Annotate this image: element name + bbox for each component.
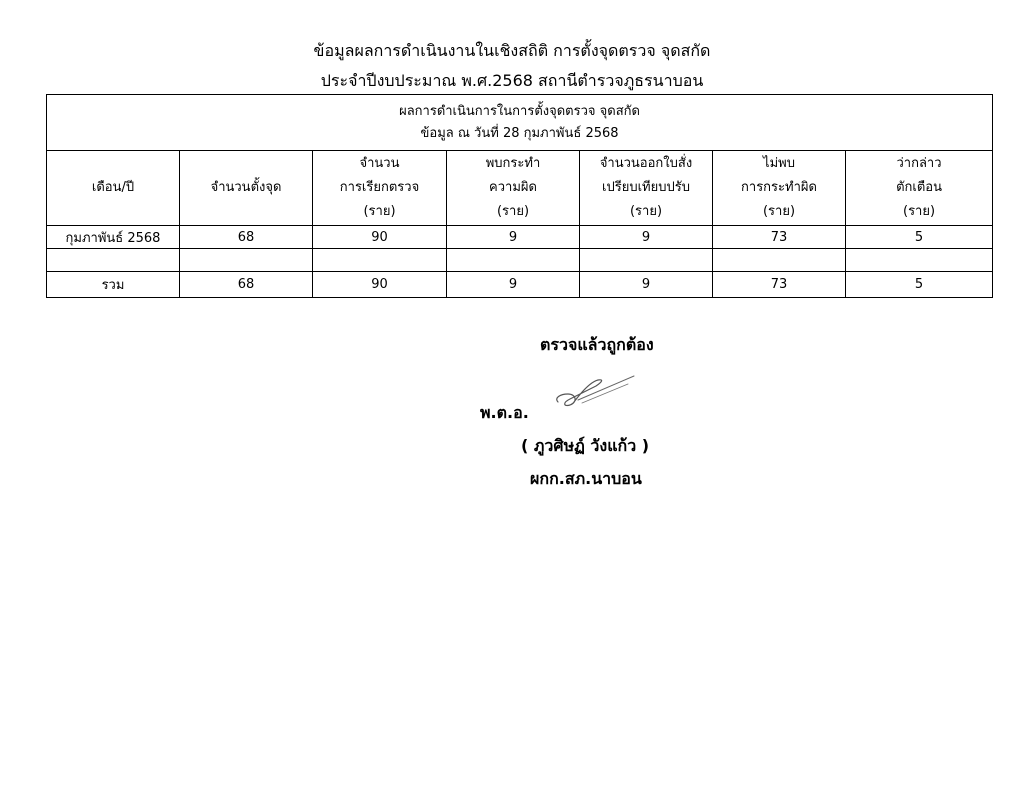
header-text: ไม่พบ <box>763 156 795 171</box>
header-month-year <box>47 151 180 226</box>
document-title: ข้อมูลผลการดำเนินงานในเชิงสถิติ การตั้งจุดตรวจ จุดสกัด <box>313 41 711 60</box>
total-warnings: 5 <box>846 272 993 298</box>
header-no-offense <box>713 151 846 226</box>
empty-cell <box>846 249 993 272</box>
empty-cell <box>47 249 180 272</box>
header-text: (ราย) <box>629 204 663 219</box>
header-warnings <box>846 151 993 226</box>
handwritten-signature <box>552 372 638 412</box>
table-total-row <box>47 272 993 298</box>
header-text: การกระทำผิด <box>741 180 817 195</box>
empty-cell <box>713 249 846 272</box>
caption-line-2: ข้อมูล ณ วันที่ 28 กุมภาพันธ์ 2568 <box>420 125 619 141</box>
table-row <box>47 226 993 249</box>
total-tickets-issued: 9 <box>580 272 713 298</box>
total-checkpoints: 68 <box>180 272 313 298</box>
cell-inspections: 90 <box>313 226 447 249</box>
header-text: (ราย) <box>903 204 936 219</box>
total-inspections: 90 <box>313 272 447 298</box>
cell-no-offense: 73 <box>713 226 846 249</box>
header-text: พบกระทำ <box>485 156 541 171</box>
header-text: จำนวน <box>359 156 400 171</box>
officer-rank: พ.ต.อ. <box>480 403 529 422</box>
cell-offenses-found: 9 <box>447 226 580 249</box>
header-checkpoints <box>180 151 313 226</box>
officer-position: ผกก.สภ.นาบอน <box>530 469 642 488</box>
header-offenses-found <box>447 151 580 226</box>
table-row-empty <box>47 249 993 272</box>
cell-checkpoints: 68 <box>180 226 313 249</box>
verification-label: ตรวจแล้วถูกต้อง <box>540 335 654 354</box>
statistics-table <box>46 94 993 298</box>
header-text: (ราย) <box>496 204 530 219</box>
cell-tickets-issued: 9 <box>580 226 713 249</box>
empty-cell <box>447 249 580 272</box>
table-caption-row <box>47 95 993 151</box>
header-text: จำนวนออกใบสั่ง <box>599 156 693 171</box>
table-header-row <box>47 151 993 226</box>
empty-cell <box>180 249 313 272</box>
header-text: การเรียกตรวจ <box>339 180 420 195</box>
document-subtitle: ประจำปีงบประมาณ พ.ศ.2568 สถานีตำรวจภูธรนาบอน <box>320 71 704 90</box>
header-text: ว่ากล่าว <box>896 156 942 171</box>
header-text: ตักเตือน <box>896 180 942 195</box>
officer-name: ( ภูวศิษฏ์ วังแก้ว ) <box>521 436 650 455</box>
header-text: จำนวนตั้งจุด <box>210 180 282 195</box>
total-label: รวม <box>47 272 180 298</box>
total-offenses-found: 9 <box>447 272 580 298</box>
header-text: ความผิด <box>489 180 537 195</box>
empty-cell <box>580 249 713 272</box>
header-text: (ราย) <box>762 204 796 219</box>
header-text: เดือน/ปี <box>91 180 135 195</box>
cell-month-year: กุมภาพันธ์ 2568 <box>47 226 180 249</box>
header-inspections <box>313 151 447 226</box>
total-no-offense: 73 <box>713 272 846 298</box>
caption-line-1: ผลการดำเนินการในการตั้งจุดตรวจ จุดสกัด <box>399 103 640 119</box>
header-text: เปรียบเทียบปรับ <box>602 180 690 195</box>
header-text: (ราย) <box>363 204 396 219</box>
table-caption <box>47 95 993 151</box>
empty-cell <box>313 249 447 272</box>
cell-warnings: 5 <box>846 226 993 249</box>
header-tickets-issued <box>580 151 713 226</box>
